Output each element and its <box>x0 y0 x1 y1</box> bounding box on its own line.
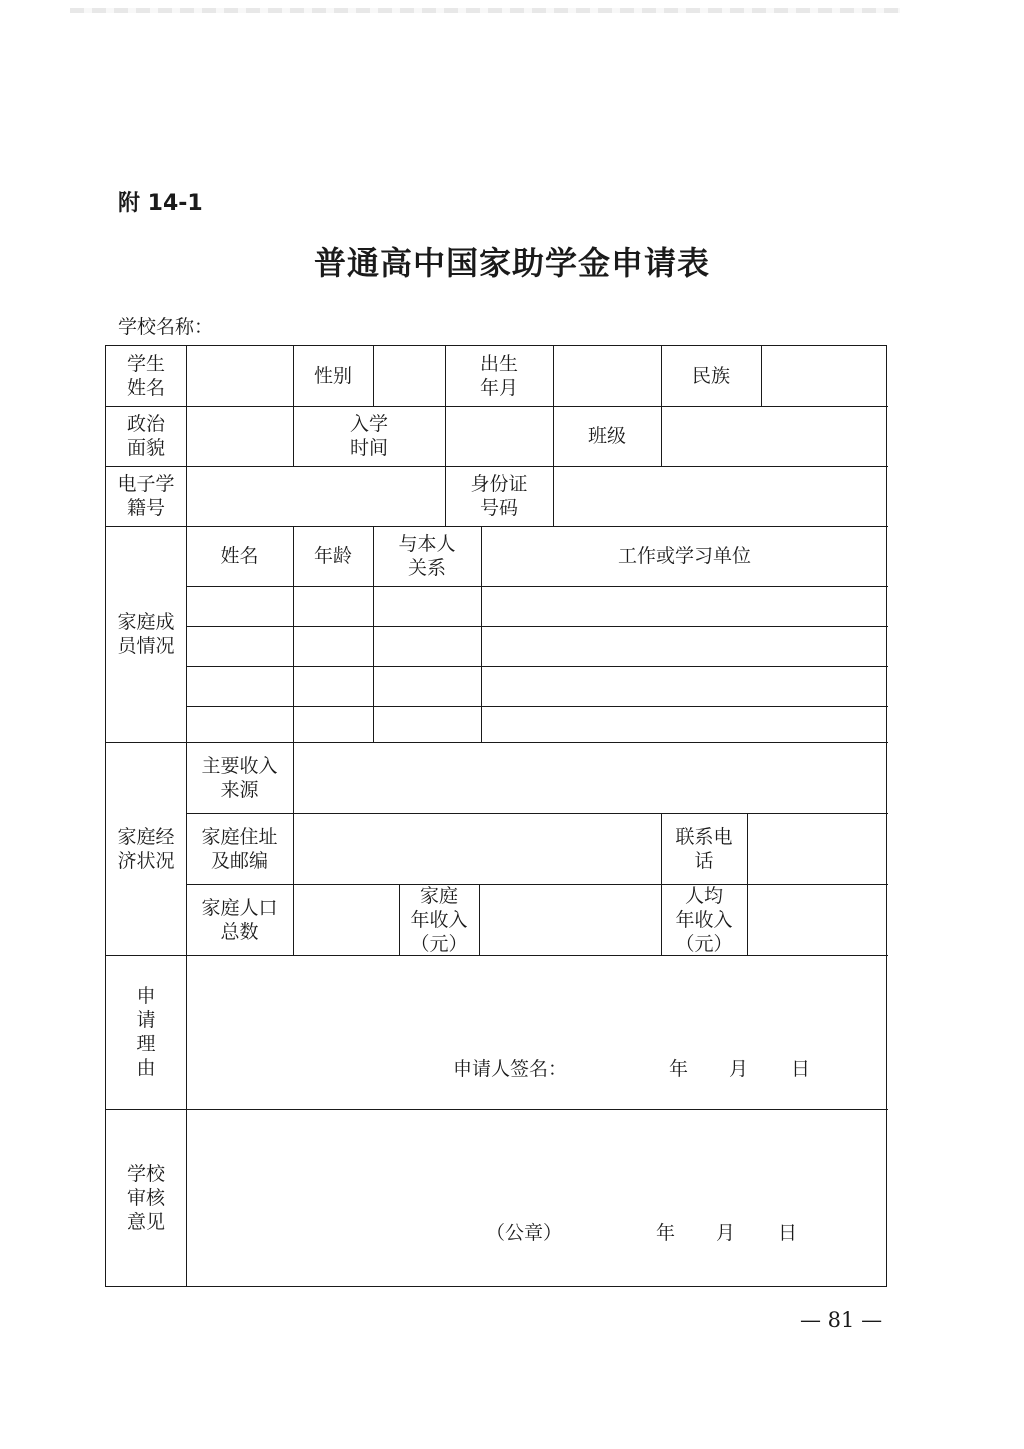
application-form <box>105 345 887 1287</box>
school-name-label: 学校名称： <box>118 316 214 338</box>
review-year-label: 年 <box>656 1222 676 1244</box>
col-divider <box>373 346 374 406</box>
family-economy-label: 家庭经 济状况 <box>117 825 175 872</box>
col-divider <box>761 346 762 406</box>
gender-label: 性别 <box>313 365 352 387</box>
col-divider <box>747 813 748 955</box>
enrollment-time-label: 入学 时间 <box>349 413 388 459</box>
birth-label: 出生 年月 <box>479 353 518 399</box>
page-title: 普通高中国家助学金申请表 <box>313 244 710 282</box>
row-divider <box>186 706 888 707</box>
page-number: — 81 — <box>800 1308 883 1332</box>
annual-income-label: 家庭 年收入 （元） <box>410 884 468 955</box>
row-divider <box>186 586 888 587</box>
member-work-header: 工作或学习单位 <box>617 545 751 567</box>
review-month-label: 月 <box>716 1222 736 1244</box>
phone-label: 联系电 话 <box>675 825 733 872</box>
application-year-label: 年 <box>669 1058 689 1080</box>
row-divider <box>106 1109 888 1110</box>
class-label: 班级 <box>587 425 626 447</box>
member-relation-header: 与本人 关系 <box>398 533 456 579</box>
row-divider <box>106 955 888 956</box>
id-card-label: 身份证 号码 <box>470 473 528 519</box>
school-review-label: 学校 审核 意见 <box>126 1162 165 1233</box>
student-id-label: 电子学 籍号 <box>117 473 175 519</box>
family-members-label: 家庭成 员情况 <box>117 611 175 657</box>
official-seal-label: （公章） <box>486 1222 563 1244</box>
per-capita-income-label: 人均 年收入 （元） <box>675 884 733 955</box>
member-age-header: 年龄 <box>313 545 352 567</box>
application-month-label: 月 <box>729 1058 749 1080</box>
application-day-label: 日 <box>791 1058 811 1080</box>
review-day-label: 日 <box>778 1222 798 1244</box>
member-name-header: 姓名 <box>220 545 259 567</box>
ethnicity-label: 民族 <box>691 365 730 387</box>
row-divider <box>106 406 888 407</box>
application-reason-label: 申 请 理 由 <box>136 985 156 1079</box>
applicant-signature-label: 申请人签名： <box>453 1058 568 1080</box>
address-label: 家庭住址 及邮编 <box>201 825 278 872</box>
col-divider <box>479 884 480 955</box>
scan-edge <box>70 8 900 13</box>
row-divider <box>186 626 888 627</box>
row-divider <box>186 666 888 667</box>
politics-label: 政治 面貌 <box>126 413 165 459</box>
income-source-label: 主要收入 来源 <box>201 754 278 801</box>
household-size-label: 家庭人口 总数 <box>201 896 278 943</box>
col-divider <box>293 742 294 955</box>
appendix-label: 附 14-1 <box>118 191 203 216</box>
student-name-label: 学生 姓名 <box>126 353 165 399</box>
